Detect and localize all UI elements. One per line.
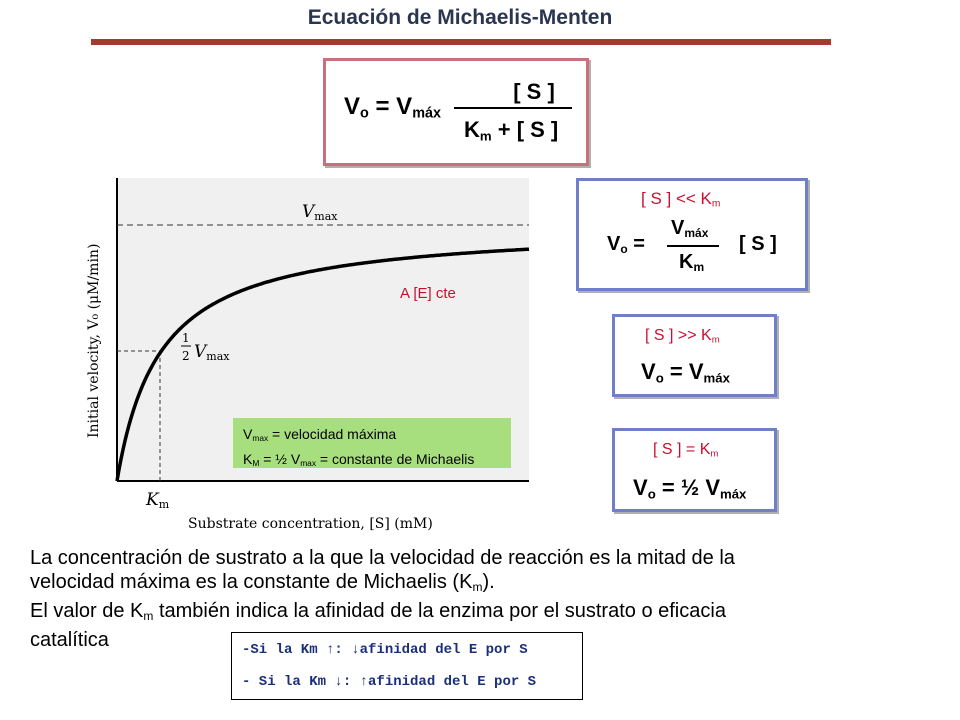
page-title: Ecuación de Michaelis-Menten <box>307 6 613 29</box>
x-axis-label: Substrate concentration, [S] (mM) <box>188 516 433 532</box>
case1-fraction-bar <box>667 245 719 247</box>
case-low-substrate-box <box>576 178 808 291</box>
case1-substrate: [ S ] <box>739 233 777 255</box>
paragraph-line-2: velocidad máxima es la constante de Michaelis $(K_m)$. <box>30 571 495 594</box>
main-eq-numerator: [ S ] <box>513 79 555 104</box>
affinity-notes-box <box>231 632 583 700</box>
case2-condition: [ S ] >> $K_m$ <box>645 327 720 346</box>
note-line-2: - Si la Km ↓: ↑afinidad del E por S <box>242 674 537 690</box>
case3-condition: [ S ] = $K_m$ <box>653 441 719 460</box>
half-frac-den: 2 <box>182 349 190 363</box>
paragraph-line-4: catalítica <box>30 629 109 651</box>
case1-denominator: $K_m$ <box>679 251 705 274</box>
vmax-definition: $V_{max}$ = velocidad máxima <box>243 426 397 444</box>
case3-equation: $V_o$ = ½ $V_{máx}$ <box>633 475 747 502</box>
case1-lhs: $V_o$ = <box>607 233 645 256</box>
enzyme-constant-annotation: A [E] cte <box>400 285 456 302</box>
paragraph-line-3: El valor de $K_m$ también indica la afinidad de la enzima por el sustrato o eficacia <box>30 600 726 623</box>
vmax-label: Vmax <box>302 202 338 223</box>
main-eq-denominator: $K_m$ + [ S ] <box>464 117 559 144</box>
half-vmax-label: Vmax <box>194 342 230 363</box>
case1-condition: [ S ] << $K_m$ <box>641 189 721 210</box>
paragraph-line-1: La concentración de sustrato a la que la velocidad de reacción es la mitad de la <box>30 547 735 569</box>
note-line-1: -Si la Km ↑: ↓afinidad del E por S <box>242 642 528 658</box>
y-axis-label: Initial velocity, V₀ (μM/min) <box>86 243 102 438</box>
km-label: Km <box>146 490 170 511</box>
case-high-substrate-box <box>612 314 777 397</box>
km-definition: $K_M$ = ½ $V_{max}$ = constante de Michaelis <box>243 451 475 469</box>
half-frac-num: 1 <box>182 331 190 345</box>
case2-equation: $V_o = V_{máx}$ <box>641 359 730 386</box>
case1-numerator: $V_{máx}$ <box>671 217 709 240</box>
case-substrate-equals-km-box <box>612 428 777 512</box>
main-eq-lhs: $V_o = V_{máx}$ <box>344 93 441 122</box>
